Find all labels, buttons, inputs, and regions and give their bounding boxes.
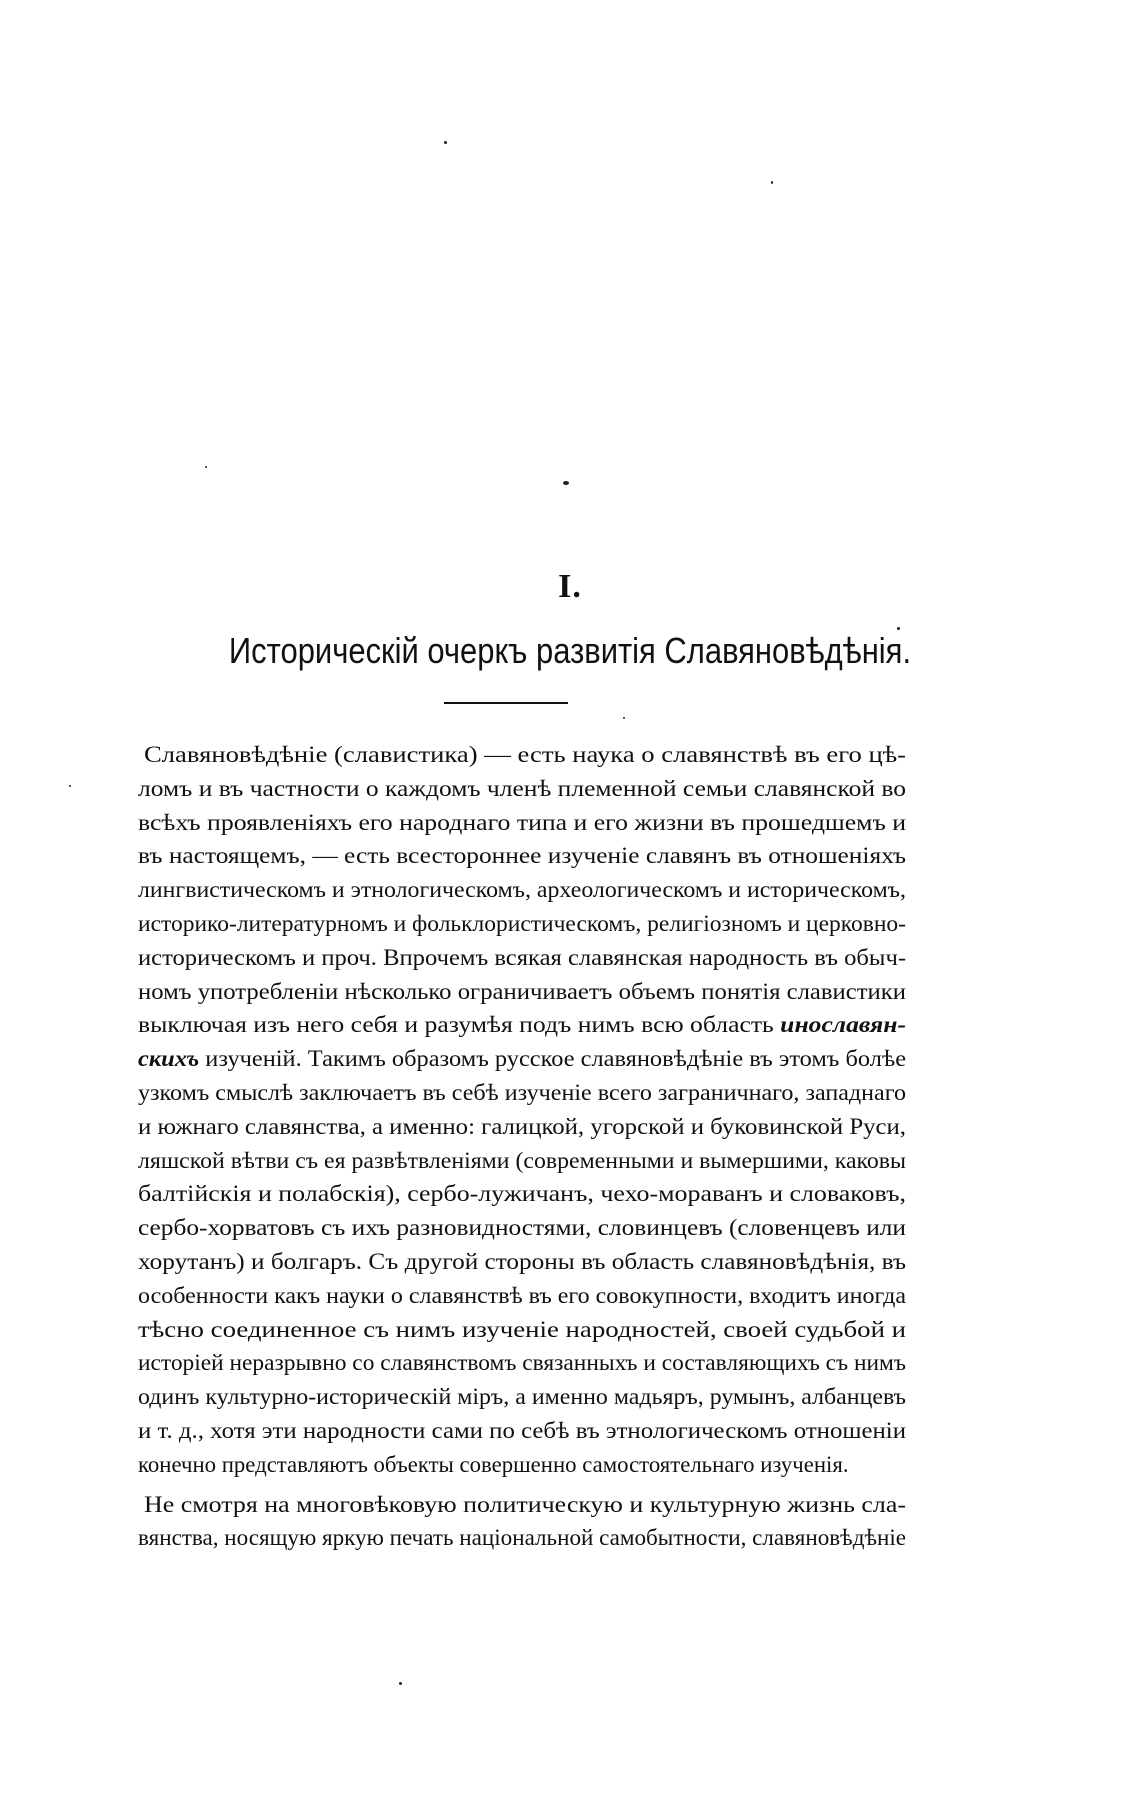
text-line [138,738,906,772]
text-line [138,873,906,907]
scan-speck [69,785,71,787]
text-line [138,1177,906,1211]
line-text: исторіей неразрывно со славянствомъ связанныхъ и составляющихъ съ нимъ [138,1350,906,1376]
line-text: всѣхъ проявленіяхъ его народнаго типа и его жизни въ прошедшемъ и [138,809,906,835]
emphasized-term: инославян- [780,1012,907,1038]
paragraph [138,1488,906,1556]
text-line [138,1313,906,1347]
title-divider [444,702,568,704]
scan-speck [563,481,569,485]
line-text: балтійскія и полабскія), сербо-лужичанъ, чехо-мораванъ и словаковъ, [138,1181,906,1207]
line-text: тѣсно соединенное съ нимъ изученіе народностей, своей судьбой и [138,1316,907,1342]
line-text: лингвистическомъ и этнологическомъ, археологическомъ и историческомъ, [138,877,906,903]
text-line [138,1008,906,1042]
line-text: Не смотря на многовѣковую политическую и культурную жизнь сла- [144,1491,907,1517]
line-text: и южнаго славянства, а именно: галицкой, угорской и буковинской Руси, [138,1113,907,1139]
chapter-body-text [138,738,906,1555]
scan-speck [399,1682,402,1685]
text-line [138,806,906,840]
emphasized-term: скихъ [138,1046,200,1072]
line-text: историко-литературномъ и фольклористическомъ, религіозномъ и церковно- [138,910,906,936]
chapter-title: Историческій очеркъ развитія Славяновѣдѣнія. [228,630,912,671]
text-line [138,839,906,873]
text-line [138,975,906,1009]
line-text: ломъ и въ частности о каждомъ членѣ племенной семьи славянской во [138,775,906,801]
text-line [138,1414,906,1448]
text-line [138,1110,906,1144]
line-segment: изученій. Такимъ образомъ русское славяновѣдѣніе въ этомъ болѣе [199,1046,907,1072]
line-text: Славяновѣдѣніе (славистика) — есть наука о славянствѣ въ его цѣ- [144,742,907,767]
line-text [138,1008,906,1042]
scan-speck [623,717,625,719]
text-line [138,1042,906,1076]
text-line [138,1076,906,1110]
text-line [138,1448,906,1482]
line-text: номъ употребленіи нѣсколько ограничиваетъ объемъ понятія славистики [138,978,906,1004]
text-line [138,1245,906,1279]
text-line [138,1521,906,1555]
line-text: историческомъ и проч. Впрочемъ всякая славянская народность въ обыч- [138,944,907,970]
text-line [138,1144,906,1178]
text-line [138,907,906,941]
text-line [138,1211,906,1245]
text-line [138,1279,906,1313]
line-text: хорутанъ) и болгаръ. Съ другой стороны въ область славяновѣдѣнія, въ [138,1248,907,1274]
paragraph [138,738,906,1482]
line-text: одинъ культурно-историческій міръ, а именно мадьяръ, румынъ, албанцевъ [138,1384,907,1410]
scan-speck [771,181,773,184]
line-text: конечно представляютъ объекты совершенно самостоятельнаго изученія. [138,1451,849,1477]
text-line [138,1488,906,1522]
text-line [138,1380,906,1414]
text-line [138,941,906,975]
line-segment: выключая изъ него себя и разумѣя подъ нимъ всю область [138,1012,781,1038]
text-line [138,772,906,806]
line-text: узкомъ смыслѣ заключаетъ въ себѣ изученіе всего заграничнаго, западнаго [138,1079,907,1105]
line-text: вянства, носящую яркую печать національной самобытности, славяновѣдѣніе [138,1525,907,1551]
line-text: въ настоящемъ, — есть всестороннее изученіе славянъ въ отношеніяхъ [138,843,907,869]
line-text: ляшской вѣтви съ ея развѣтвленіями (современными и вымершими, каковы [138,1147,907,1173]
line-text: особенности какъ науки о славянствѣ въ его совокупности, входитъ иногда [138,1282,906,1308]
scan-speck [444,141,447,144]
scan-speck [205,466,207,468]
line-text [138,1042,906,1076]
line-text: сербо-хорватовъ съ ихъ разновидностями, словинцевъ (словенцевъ или [138,1215,906,1241]
line-text: и т. д., хотя эти народности сами по себѣ въ этнологическомъ отношеніи [138,1417,907,1443]
chapter-number: I. [558,568,582,605]
text-line [138,1346,906,1380]
